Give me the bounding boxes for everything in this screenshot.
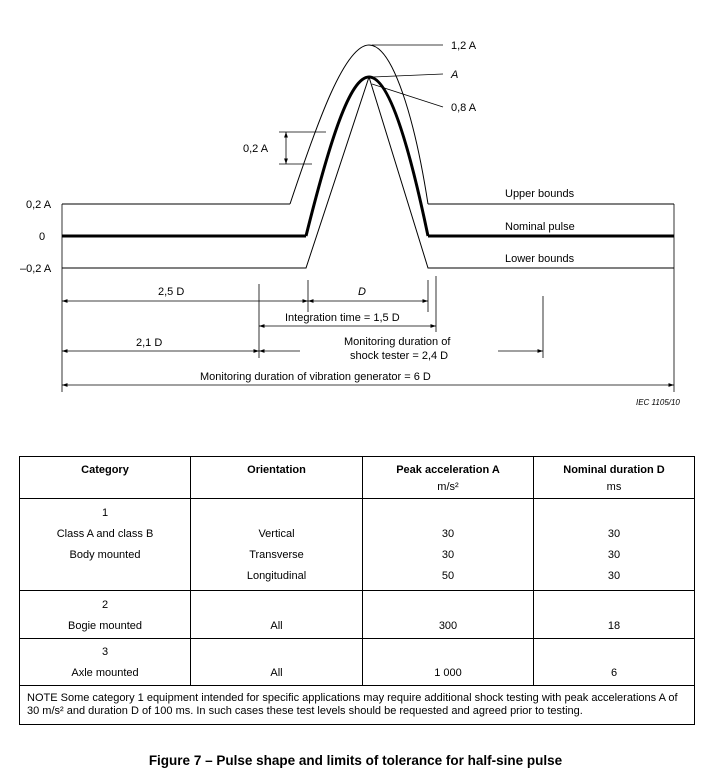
label-upper-bounds: Upper bounds [505,188,575,200]
shock-test-table [19,456,695,725]
header-duration: Nominal duration D ms [534,457,695,499]
table-row-category-1 [20,499,695,591]
table-row-category-2 [20,591,695,639]
upper-bound-curve [290,45,428,204]
y-label-plus: 0,2 A [26,199,52,211]
header-orientation: Orientation [191,457,363,499]
table-note: NOTE Some category 1 equipment intended for specific applications may require additional shock testing with peak accelerations A of 30 m/s² and duration D of 100 ms. In such cases these test levels should be requested and agreed prior to testing. [20,686,695,725]
y-label-minus: –0,2 A [20,263,52,275]
figure-reference: IEC 1105/10 [636,398,680,407]
cell-peak-2: 300 [363,591,534,639]
dim-label-integration: Integration time = 1,5 D [285,312,400,324]
table-header-row [20,457,695,499]
table-note-row [20,686,695,725]
dim-label-duration: D [358,286,366,298]
boundary-verticals [62,204,674,392]
figure-caption: Figure 7 – Pulse shape and limits of tolerance for half-sine pulse [148,753,563,768]
cell-peak-3: 1 000 [363,639,534,686]
dim-label-vibration: Monitoring duration of vibration generator = 6 D [200,371,431,383]
bound-lines [62,77,674,268]
peak-leaders [372,45,443,107]
dim-label-shock-tester-2: shock tester = 2,4 D [350,350,449,362]
header-peak-unit: m/s² [437,481,459,493]
label-nominal-peak: A [451,69,459,81]
table-row-category-3 [20,639,695,686]
header-category: Category [20,457,191,499]
cell-duration-2: 18 [534,591,695,639]
cell-category-1: 1 Class A and class B Body mounted [20,499,191,591]
label-upper-peak: 1,2 A [451,40,477,52]
shock-test-table-wrapper [19,456,694,725]
label-nominal-pulse: Nominal pulse [505,221,575,233]
y-label-zero: 0 [39,231,46,243]
cell-duration-3: 6 [534,639,695,686]
dim-label-shock-tester-1: Monitoring duration of [344,336,451,348]
header-peak: Peak acceleration A m/s² [363,457,534,499]
cell-category-3: 3 Axle mounted [20,639,191,686]
cell-orientation-1: Vertical Transverse Longitudinal [191,499,363,591]
dim-label-pre-monitor: 2,1 D [136,337,163,349]
header-duration-unit: ms [606,481,622,493]
cell-category-2: 2 Bogie mounted [20,591,191,639]
cell-orientation-2: All [191,591,363,639]
label-tolerance: 0,2 A [243,143,269,155]
tolerance-indicator [279,132,326,164]
dim-label-pre-pulse: 2,5 D [158,286,185,298]
cell-peak-1: 30 30 50 [363,499,534,591]
cell-orientation-3: All [191,639,363,686]
cell-duration-1: 30 30 30 [534,499,695,591]
label-lower-peak: 0,8 A [451,102,477,114]
lower-bound-line [62,77,674,268]
label-lower-bounds: Lower bounds [505,253,575,265]
